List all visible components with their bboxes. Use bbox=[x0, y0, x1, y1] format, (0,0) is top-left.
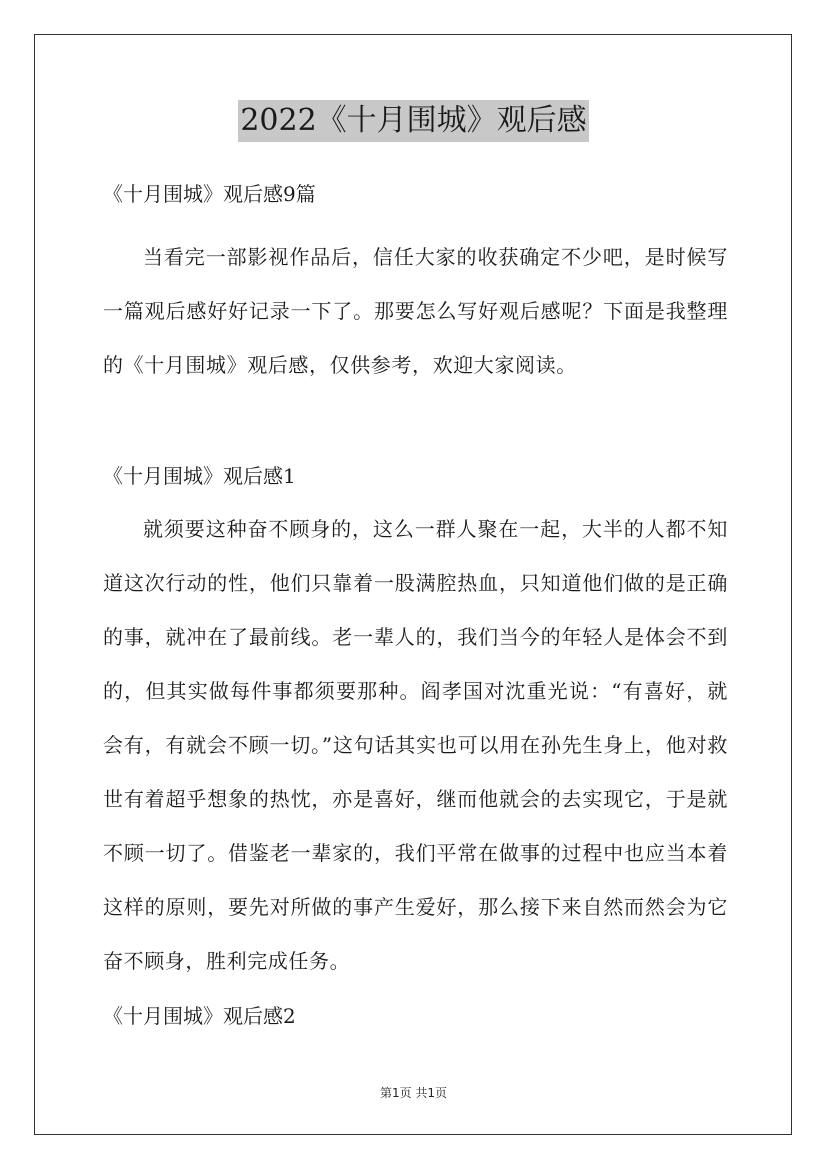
section-heading-2: 《十月围城》观后感2 bbox=[103, 1004, 296, 1028]
intro-paragraph: 当看完一部影视作品后，信任大家的收获确定不少吧，是时候写一篇观后感好好记录一下了。那要怎么写好观后感呢？下面是我整理的《十月围城》观后感，仅供参考，欢迎大家阅读。 bbox=[103, 245, 728, 377]
document-subtitle: 《十月围城》观后感9篇 bbox=[103, 182, 316, 206]
page-number-footer: 第1页 共1页 bbox=[379, 1086, 448, 1100]
document-body bbox=[103, 174, 728, 1036]
section-body-1: 就须要这种奋不顾身的，这么一群人聚在一起，大半的人都不知道这次行动的性，他们只靠着一股满腔热血，只知道他们做的是正确的事，就冲在了最前线。老一辈人的，我们当今的年轻人是体会不到的，但其实做每件事都须要那种。阎孝国对沈重光说：“有喜好，就会有，有就会不顾一切。”这句话其实也可以用在孙先生身上，他对救世有着超乎想象的热忱，亦是喜好，继而他就会的去实现它，于是就不顾一切了。借鉴老一辈家的，我们平常在做事的过程中也应当本着这样的原则，要先对所做的事产生爱好，那么接下来自然而然会为它奋不顾身，胜利完成任务。 bbox=[103, 517, 728, 973]
title-container bbox=[0, 100, 827, 142]
document-title: 2022《十月围城》观后感 bbox=[238, 100, 588, 142]
section-heading-1: 《十月围城》观后感1 bbox=[103, 464, 296, 488]
